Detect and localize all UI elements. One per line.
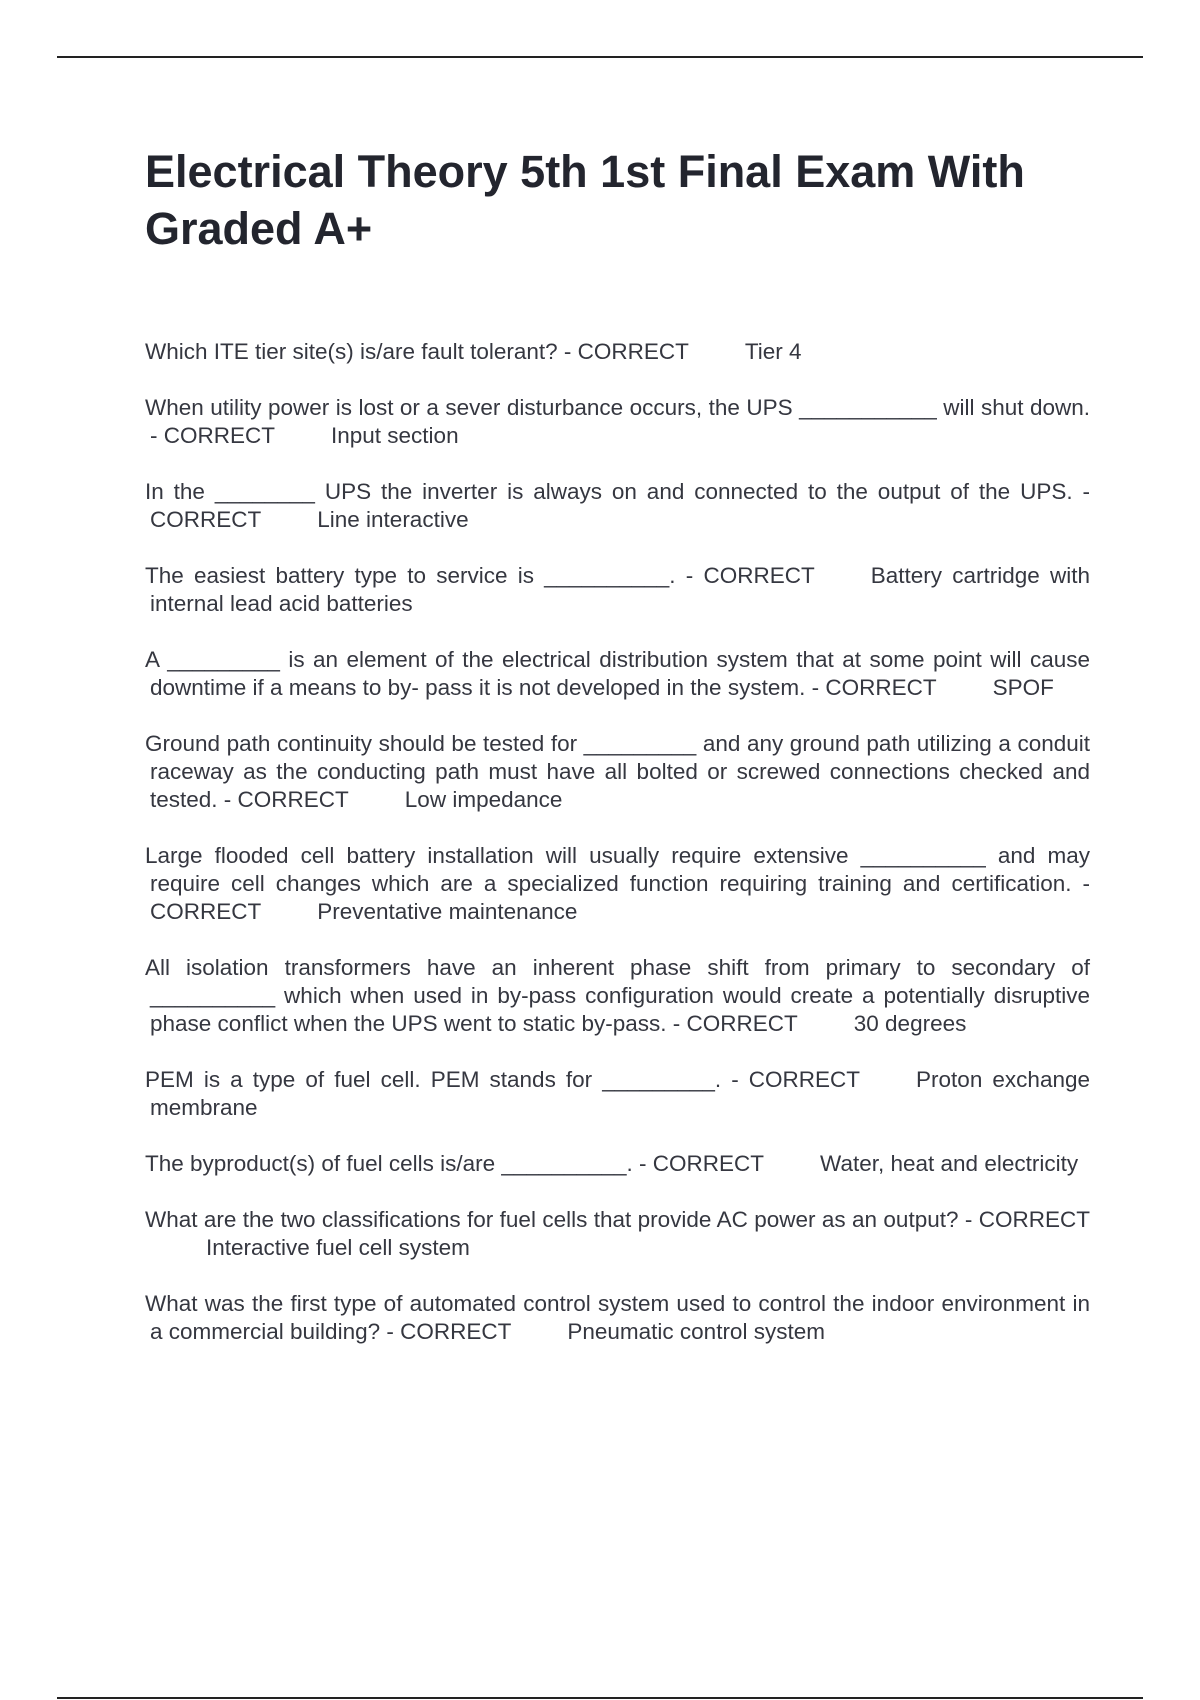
qa-item — [145, 338, 1090, 366]
qa-item — [145, 842, 1090, 926]
question-text: When utility power is lost or a sever disturbance occurs, the UPS ___________ will shut down. — [145, 395, 1090, 420]
answer-text: Interactive fuel cell system — [206, 1235, 470, 1260]
correct-label: - CORRECT — [150, 423, 275, 448]
question-text: All isolation transformers have an inherent phase shift from primary to secondary of __________ which when used in by-pass configuration would create a potentially disruptive phase conflict when the UPS went to static by-pass. — [145, 955, 1090, 1036]
answer-text: Low impedance — [404, 787, 563, 812]
answer-text: Proton exchange membrane — [150, 1067, 1091, 1120]
answer-text: Line interactive — [317, 507, 469, 532]
qa-item — [145, 1290, 1090, 1346]
qa-item — [145, 1066, 1090, 1122]
question-text: What was the first type of automated control system used to control the indoor environment in a commercial building? — [145, 1291, 1090, 1344]
correct-label: - CORRECT — [958, 1207, 1091, 1232]
qa-item — [145, 478, 1090, 534]
answer-text: Tier 4 — [744, 339, 802, 364]
top-rule — [57, 56, 1143, 58]
correct-label: - CORRECT — [380, 1319, 512, 1344]
qa-item — [145, 1206, 1090, 1262]
question-text: What are the two classifications for fuel cells that provide AC power as an output? — [145, 1207, 959, 1232]
bottom-rule — [57, 1697, 1143, 1699]
correct-label: - CORRECT — [150, 871, 1090, 924]
answer-text: Battery cartridge with internal lead acid batteries — [150, 563, 1090, 616]
correct-label: - CORRECT — [721, 1067, 861, 1092]
question-text: The easiest battery type to service is __________. — [145, 563, 676, 588]
answer-text: Water, heat and electricity — [820, 1151, 1079, 1176]
question-text: PEM is a type of fuel cell. PEM stands for _________. — [145, 1067, 722, 1092]
qa-item — [145, 954, 1090, 1038]
correct-label: - CORRECT — [805, 675, 937, 700]
correct-label: - CORRECT — [666, 1011, 798, 1036]
qa-item — [145, 730, 1090, 814]
correct-label: - CORRECT — [557, 339, 689, 364]
qa-item — [145, 394, 1090, 450]
correct-label: - CORRECT — [675, 563, 815, 588]
answer-text: Pneumatic control system — [567, 1319, 825, 1344]
qa-item — [145, 646, 1090, 702]
question-text: Ground path continuity should be tested for _________ and any ground path utilizing a conduit raceway as the conducting path must have all bolted or screwed connections checked and tested. — [145, 731, 1090, 812]
question-text: Which ITE tier site(s) is/are fault tolerant? — [145, 339, 558, 364]
answer-text: Preventative maintenance — [317, 899, 578, 924]
correct-label: - CORRECT — [632, 1151, 765, 1176]
answer-text: Input section — [331, 423, 459, 448]
document-title: Electrical Theory 5th 1st Final Exam With Graded A+ — [145, 146, 1025, 254]
qa-item — [145, 562, 1090, 618]
question-text: The byproduct(s) of fuel cells is/are __________. — [145, 1151, 633, 1176]
question-list — [145, 338, 1090, 1374]
answer-text: 30 degrees — [853, 1011, 967, 1036]
correct-label: - CORRECT — [217, 787, 349, 812]
qa-item — [145, 1150, 1090, 1178]
question-text: Large flooded cell battery installation will usually require extensive __________ and may require cell changes which are a specialized function requiring training and certification. — [145, 843, 1090, 896]
correct-label: - CORRECT — [150, 479, 1090, 532]
question-text: A _________ is an element of the electrical distribution system that at some point will cause downtime if a means to by- pass it is not developed in the system. — [145, 647, 1090, 700]
question-text: In the ________ UPS the inverter is always on and connected to the output of the UPS. — [145, 479, 1073, 504]
answer-text: SPOF — [992, 675, 1054, 700]
